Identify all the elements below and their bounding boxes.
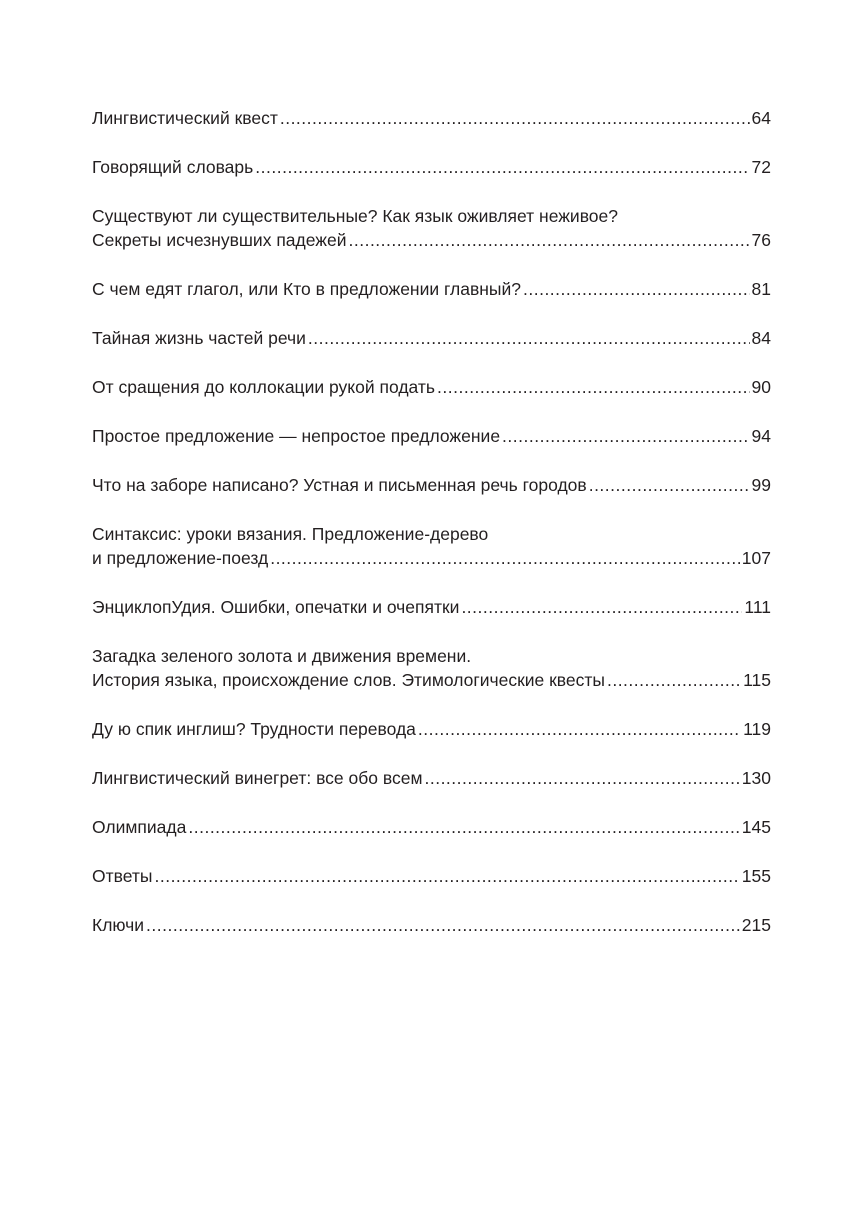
toc-entry-title: Что на заборе написано? Устная и письменная речь городов bbox=[92, 475, 587, 495]
toc-entry[interactable] bbox=[92, 375, 771, 399]
toc-entry-title: Простое предложение — непростое предложение bbox=[92, 426, 501, 446]
toc-entry-title: и предложение-поезд bbox=[92, 548, 269, 568]
dot-leader bbox=[424, 766, 739, 790]
toc-entry-page: 111 bbox=[744, 597, 771, 617]
toc-entry-title: История языка, происхождение слов. Этимологические квесты bbox=[92, 670, 605, 690]
toc-entry-title-line: Загадка зеленого золота и движения времени. bbox=[92, 646, 472, 666]
toc-entry[interactable] bbox=[92, 913, 771, 937]
toc-entry-title: Ду ю спик инглиш? Трудности перевода bbox=[92, 719, 416, 739]
dot-leader bbox=[437, 375, 750, 399]
dot-leader bbox=[154, 864, 739, 888]
toc-entry-line bbox=[92, 668, 771, 692]
toc-entry-title: От сращения до коллокации рукой подать bbox=[92, 377, 436, 397]
toc-entry-page: 94 bbox=[751, 426, 771, 446]
toc-entry-title: Лингвистический квест bbox=[92, 108, 278, 128]
toc-entry-page: 130 bbox=[741, 768, 771, 788]
dot-leader bbox=[308, 326, 750, 350]
toc-entry-line bbox=[92, 106, 771, 130]
dot-leader bbox=[461, 595, 742, 619]
toc-entry-line bbox=[92, 595, 771, 619]
toc-entry-title: ЭнциклопУдия. Ошибки, опечатки и очепятки bbox=[92, 597, 460, 617]
toc-entry[interactable] bbox=[92, 277, 771, 301]
toc-entry-line bbox=[92, 546, 771, 570]
dot-leader bbox=[502, 424, 749, 448]
dot-leader bbox=[607, 668, 741, 692]
toc-entry-line bbox=[92, 913, 771, 937]
toc-entry-line bbox=[92, 815, 771, 839]
toc-entry-page: 90 bbox=[751, 377, 771, 397]
toc-entry-line bbox=[92, 155, 771, 179]
toc-entry-title: С чем едят глагол, или Кто в предложении главный? bbox=[92, 279, 521, 299]
toc-entry-title: Ответы bbox=[92, 866, 153, 886]
toc-entry[interactable] bbox=[92, 766, 771, 790]
toc-entry-line bbox=[92, 864, 771, 888]
toc-entry-title-line: Синтаксис: уроки вязания. Предложение-дерево bbox=[92, 524, 489, 544]
toc-entry-line bbox=[92, 424, 771, 448]
toc-entry[interactable] bbox=[92, 595, 771, 619]
toc-entry-line bbox=[92, 473, 771, 497]
dot-leader bbox=[523, 277, 750, 301]
toc-entry[interactable] bbox=[92, 522, 771, 570]
toc-entry-page: 81 bbox=[751, 279, 771, 299]
toc-entry-line bbox=[92, 228, 771, 252]
toc-entry-page: 107 bbox=[741, 548, 771, 568]
toc-entry[interactable] bbox=[92, 473, 771, 497]
toc-entry-line bbox=[92, 326, 771, 350]
dot-leader bbox=[188, 815, 739, 839]
toc-entry-title: Говорящий словарь bbox=[92, 157, 254, 177]
toc-entry-page: 119 bbox=[743, 719, 771, 739]
toc-entry-title: Тайная жизнь частей речи bbox=[92, 328, 306, 348]
toc-entry-title: Ключи bbox=[92, 915, 145, 935]
dot-leader bbox=[146, 913, 740, 937]
toc-entry[interactable] bbox=[92, 864, 771, 888]
toc-entry-title-line: Существуют ли существительные? Как язык оживляет неживое? bbox=[92, 206, 619, 226]
toc-entry[interactable] bbox=[92, 326, 771, 350]
toc-entry-page: 155 bbox=[741, 866, 771, 886]
toc-entry[interactable] bbox=[92, 644, 771, 692]
toc-entry-title: Лингвистический винегрет: все обо всем bbox=[92, 768, 423, 788]
toc-entry[interactable] bbox=[92, 717, 771, 741]
toc-entry[interactable] bbox=[92, 815, 771, 839]
toc-entry-page: 84 bbox=[751, 328, 771, 348]
toc-entry-line bbox=[92, 375, 771, 399]
toc-entry[interactable] bbox=[92, 424, 771, 448]
toc-entry-page: 145 bbox=[741, 817, 771, 837]
toc-entry-page: 72 bbox=[751, 157, 771, 177]
toc-entry-page: 215 bbox=[741, 915, 771, 935]
toc-entry[interactable] bbox=[92, 106, 771, 130]
toc-entry-title: Олимпиада bbox=[92, 817, 187, 837]
toc-entry[interactable] bbox=[92, 204, 771, 252]
dot-leader bbox=[255, 155, 749, 179]
table-of-contents bbox=[92, 106, 771, 962]
dot-leader bbox=[349, 228, 750, 252]
dot-leader bbox=[418, 717, 741, 741]
toc-entry-page: 115 bbox=[743, 670, 771, 690]
toc-entry-line bbox=[92, 766, 771, 790]
toc-entry[interactable] bbox=[92, 155, 771, 179]
dot-leader bbox=[589, 473, 750, 497]
dot-leader bbox=[270, 546, 740, 570]
toc-entry-page: 64 bbox=[751, 108, 771, 128]
toc-entry-line bbox=[92, 277, 771, 301]
dot-leader bbox=[280, 106, 750, 130]
toc-entry-page: 76 bbox=[751, 230, 771, 250]
toc-entry-title: Секреты исчезнувших падежей bbox=[92, 230, 347, 250]
toc-entry-page: 99 bbox=[751, 475, 771, 495]
toc-entry-line bbox=[92, 717, 771, 741]
